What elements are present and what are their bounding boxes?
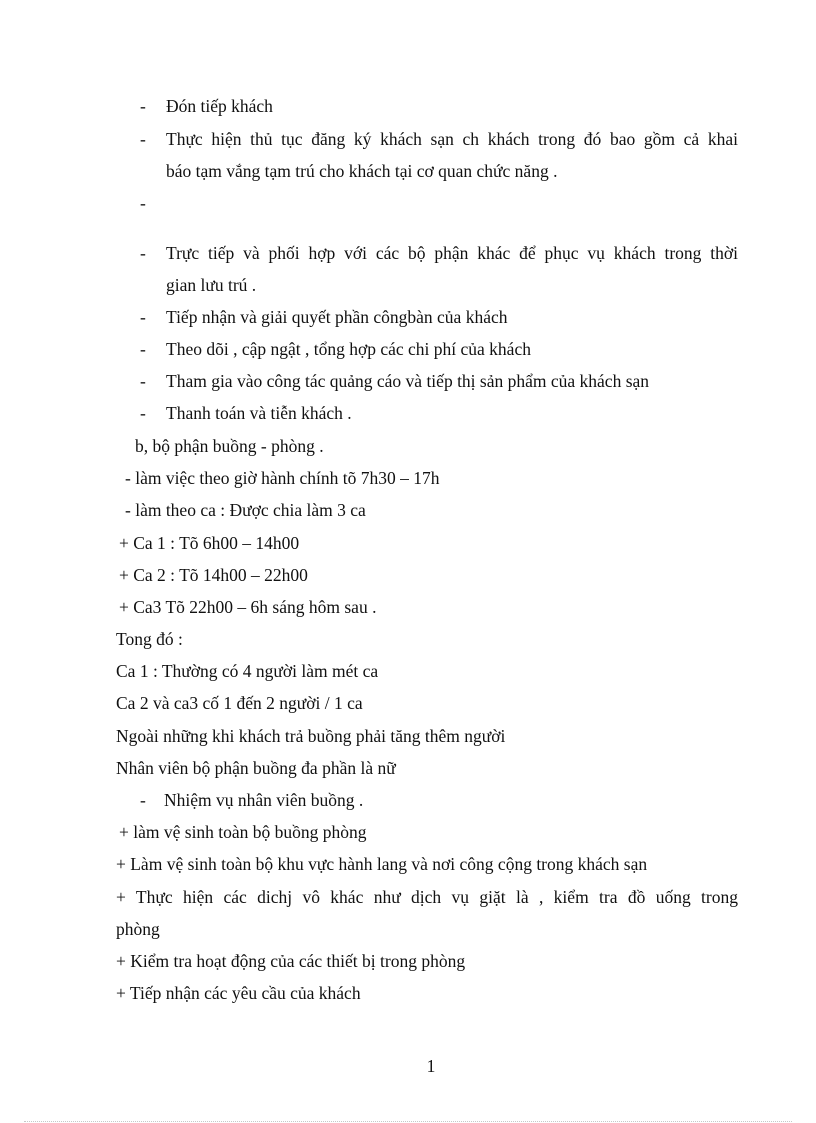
duty-guest-requests: + Tiếp nhận các yêu cầu của khách xyxy=(116,983,361,1003)
office-hours: - làm việc theo giờ hành chính tõ 7h30 – 17h xyxy=(125,468,440,488)
list-item-checkout: Thanh toán và tiễn khách . xyxy=(166,403,352,423)
list-item-complaints: Tiếp nhận và giải quyết phần côngbàn của khách xyxy=(166,307,508,327)
bullet-dash: - xyxy=(140,243,146,263)
shift-hours: - làm theo ca : Được chia làm 3 ca xyxy=(125,500,366,520)
bullet-dash: - xyxy=(140,371,146,391)
shift-1-staffing: Ca 1 : Thường có 4 người làm mét ca xyxy=(116,661,379,681)
staff-gender-note: Nhân viên bộ phận buồng đa phần là nữ xyxy=(116,758,396,778)
shift-2: + Ca 2 : Tõ 14h00 – 22h00 xyxy=(119,565,308,585)
list-item-coordinate-service: Trực tiếp và phối hợp với các bộ phận khác để phục vụ khách trong thời xyxy=(166,243,738,263)
list-item-checkin-procedure-cont: báo tạm vắng tạm trú cho khách tại cơ quan chức năng . xyxy=(166,161,558,181)
extra-staff-note: Ngoài những khi khách trả buồng phải tăng thêm người xyxy=(116,726,506,746)
list-item-checkin-procedure: Thực hiện thủ tục đăng ký khách sạn ch khách trong đó bao gồm cả khai xyxy=(166,129,738,149)
list-item-coordinate-service-cont: gian lưu trú . xyxy=(166,275,257,295)
duty-extra-services: + Thực hiện các dichj vô khác như dịch vụ giặt là , kiểm tra đồ uống trong xyxy=(116,887,738,907)
bullet-dash: - xyxy=(140,403,146,423)
page-bottom-rule xyxy=(24,1121,792,1122)
list-item-track-charges: Theo dõi , cập ngật , tổng hợp các chi phí của khách xyxy=(166,339,531,359)
duty-extra-services-cont: phòng xyxy=(116,919,160,939)
duty-clean-public-areas: + Làm vệ sinh toàn bộ khu vực hành lang và nơi công cộng trong khách sạn xyxy=(116,854,648,874)
bullet-dash: - xyxy=(140,96,146,116)
in-which-label: Tong đó : xyxy=(116,629,183,649)
duty-clean-rooms: + làm vệ sinh toàn bộ buồng phòng xyxy=(119,822,367,842)
bullet-dash: - xyxy=(140,129,146,149)
bullet-dash: - xyxy=(140,307,146,327)
duties-heading: Nhiệm vụ nhân viên buồng . xyxy=(164,790,364,810)
shift-1: + Ca 1 : Tõ 6h00 – 14h00 xyxy=(119,533,300,553)
bullet-dash: - xyxy=(140,790,146,810)
shift-3: + Ca3 Tõ 22h00 – 6h sáng hôm sau . xyxy=(119,597,377,617)
bullet-dash-empty: - xyxy=(140,193,146,213)
bullet-dash: - xyxy=(140,339,146,359)
list-item-marketing: Tham gia vào công tác quảng cáo và tiếp thị sản phẩm của khách sạn xyxy=(166,371,650,391)
shift-2-3-staffing: Ca 2 và ca3 cố 1 đến 2 người / 1 ca xyxy=(116,693,363,713)
page-number: 1 xyxy=(426,1056,436,1076)
list-item-welcome-guests: Đón tiếp khách xyxy=(166,96,273,116)
section-heading-housekeeping: b, bộ phận buồng - phòng . xyxy=(135,436,324,456)
duty-check-equipment: + Kiểm tra hoạt động của các thiết bị trong phòng xyxy=(116,951,466,971)
